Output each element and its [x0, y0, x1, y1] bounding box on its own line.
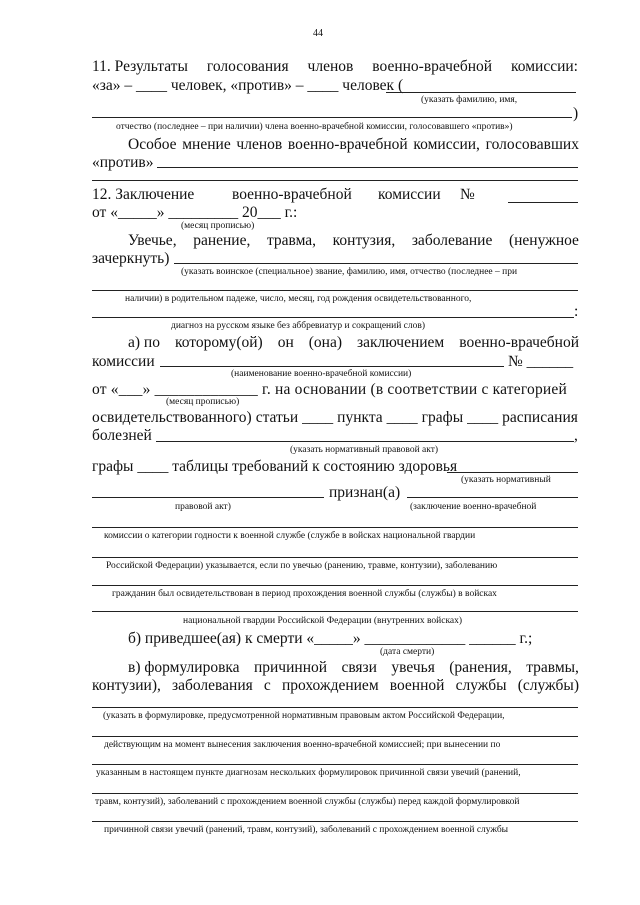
fill-line-f3 — [92, 764, 578, 765]
hint-rank: (указать воинское (специальное) звание, фамилию, имя, отчество (последнее – при — [181, 267, 518, 277]
hint-patronymic: отчество (последнее – при наличии) члена военно-врачебной комиссии, голосовавшего «против») — [116, 122, 513, 132]
opinion-word: комиссии, — [413, 136, 480, 153]
fill-line-f4 — [92, 793, 578, 794]
fill-line-f1 — [92, 707, 578, 708]
hint-month2: (месяц прописью) — [166, 397, 240, 407]
hint-month: (месяц прописью) — [181, 221, 255, 231]
date-line: от «_____» _________ 20___ г.: — [92, 204, 298, 221]
para-c-word: травмы, — [526, 659, 579, 676]
hint-guard: национальной гвардии Российской Федерации (внутренних войсках) — [183, 616, 463, 626]
para-a-word: (она) — [308, 334, 343, 351]
fill-line-rf — [92, 557, 578, 558]
comma-mark: , — [574, 427, 578, 444]
close-paren: ) — [573, 105, 579, 122]
fill-line-f2 — [92, 736, 578, 737]
s12-word: 12. Заключение — [92, 186, 195, 203]
fill-line-graph — [447, 472, 578, 473]
para-c-word: службы — [455, 677, 507, 694]
hint-act: (указать нормативный правовой акт) — [290, 445, 439, 455]
s11-word: членов — [307, 58, 354, 75]
para-a-word: он — [277, 334, 294, 351]
article-word: пункта — [337, 409, 383, 426]
injury-word: травма, — [266, 232, 317, 249]
hint-name: (указать фамилию, имя, — [421, 95, 518, 105]
fill-line-opinion2 — [92, 180, 578, 181]
fill-line-legal-act — [92, 497, 324, 498]
graph-row: графы ____ таблицы требований к состоянию здоровья — [92, 458, 458, 475]
para-c-word: контузии), — [92, 677, 161, 694]
para-c-word: увечья — [391, 659, 435, 676]
para-c-word: в) формулировка — [128, 659, 240, 676]
injury-word: заболевание — [411, 232, 493, 249]
injury-word: ранение, — [193, 232, 251, 249]
para-c-word: прохождением — [281, 677, 379, 694]
para-c-word: заболевания — [172, 677, 253, 694]
fill-line-birth — [92, 317, 574, 318]
hint-rf: Российской Федерации) указывается, если по увечью (ранению, травме, контузии), заболеванию — [106, 561, 498, 571]
article-word: ____ — [467, 409, 499, 426]
article-word: статьи — [255, 409, 299, 426]
opinion-row1 — [128, 137, 579, 153]
s11-word: комиссии: — [511, 58, 578, 75]
article-word: ____ — [386, 409, 418, 426]
s12-conclusion-line — [92, 187, 578, 205]
opinion-word: Особое — [128, 136, 177, 153]
hint-normative: (указать нормативный — [461, 475, 551, 485]
page-number: 44 — [313, 28, 323, 39]
opinion-word: мнение — [182, 136, 231, 153]
opinion-word: голосовавших — [485, 136, 579, 153]
hint-death: (дата смерти) — [380, 647, 435, 657]
fill-line-injury — [174, 263, 578, 264]
para-c-word: связи — [341, 659, 377, 676]
fill-line-guard — [92, 611, 578, 612]
s12-word: комиссии — [378, 186, 441, 203]
hint-f3: указанным в настоящем пункте диагнозам нескольких формулировок причинной связи увечий (ранений, — [96, 768, 521, 778]
para-a-word: а) по — [128, 334, 160, 351]
opinion-word: членов — [236, 136, 283, 153]
article-word: ____ — [302, 409, 334, 426]
para-c-word: военной — [389, 677, 445, 694]
strike-out-note: зачеркнуть) — [92, 250, 170, 267]
hint-commission: (наименование военно-врачебной комиссии) — [231, 369, 412, 379]
s12-word: военно-врачебной — [232, 186, 352, 203]
s11-row1 — [92, 59, 578, 75]
from-date-line: от «___» _____________ г. на основании (в соответствии с категорией — [92, 381, 568, 398]
opinion-against: «против» — [92, 154, 154, 171]
hint-f2: действующим на момент вынесения заключения военно-врачебной комиссией; при вынесении по — [104, 740, 501, 750]
article-word: освидетельствованного) — [92, 409, 252, 426]
death-row: б) приведшее(ая) к смерти «_____» _____________ ______ г.; — [128, 630, 533, 647]
s11-word: военно-врачебной — [372, 58, 493, 75]
injury-word: Увечье, — [128, 232, 177, 249]
fill-line-conclusion-no — [508, 202, 578, 203]
vote-count-line: «за» – ____ человек, «против» – ____ человек ( — [92, 77, 404, 94]
hint-citizen: гражданин был освидетельствован в период прохождения военной службы (службы) в войсках — [112, 589, 497, 599]
diseases-label: болезней — [92, 427, 152, 444]
hint-birth: наличии) в родительном падеже, число, месяц, год рождения освидетельствованного, — [125, 294, 472, 304]
injury-word: (ненужное — [508, 232, 579, 249]
para-c-row2 — [92, 678, 579, 694]
injury-word: контузия, — [332, 232, 396, 249]
hint-conclusion: (заключение военно-врачебной — [410, 502, 537, 512]
para-a-word: военно-врачебной — [459, 334, 579, 351]
para-c-word: (ранения, — [449, 659, 512, 676]
fill-line-rank — [92, 290, 578, 291]
fill-line-recognized — [407, 497, 578, 498]
fill-line-opinion — [157, 167, 578, 168]
s12-word: № — [460, 186, 475, 203]
hint-category: комиссии о категории годности к военной службе (службе в войсках национальной гвардии — [104, 531, 476, 541]
para-a-row1 — [128, 335, 579, 351]
hint-f1: (указать в формулировке, предусмотренной нормативным правовым актом Российской Федерации, — [103, 711, 505, 721]
commission-no: № ______ — [508, 353, 574, 370]
fill-line-citizen — [92, 585, 578, 586]
para-c-word: причинной — [253, 659, 328, 676]
para-c-word: с — [263, 677, 271, 694]
para-c-row1 — [128, 660, 579, 676]
s11-word: голосования — [206, 58, 289, 75]
hint-diagnosis: диагноз на русском языке без аббревиатур и сокращений слов) — [171, 321, 426, 331]
fill-line-commission — [160, 366, 504, 367]
fill-line-f5 — [92, 821, 578, 822]
hint-f5: причинной связи увечий (ранений, травм, контузий), заболеваний с прохождением военной службы — [104, 825, 509, 835]
article-word: расписания — [502, 409, 578, 426]
para-a-word: которому(ой) — [174, 334, 263, 351]
hint-f4: травм, контузий), заболеваний с прохождением военной службы (службы) перед каждой формулировкой — [95, 797, 520, 807]
fill-line-category — [92, 527, 578, 528]
para-a-word: заключением — [357, 334, 445, 351]
para-c-word: (службы) — [517, 677, 579, 694]
hint-legal-act: правовой акт) — [175, 502, 231, 512]
recognized-label: признан(а) — [329, 484, 401, 501]
injury-row — [128, 233, 579, 249]
opinion-word: военно-врачебной — [287, 136, 408, 153]
fill-line-patronymic — [92, 117, 572, 118]
article-row — [92, 410, 578, 426]
colon-mark: : — [574, 303, 579, 320]
s11-word: 11. Результаты — [92, 58, 188, 75]
fill-line-diseases — [156, 441, 574, 442]
commission-label: комиссии — [92, 353, 155, 370]
fill-line-name — [386, 92, 576, 93]
article-word: графы — [421, 409, 464, 426]
